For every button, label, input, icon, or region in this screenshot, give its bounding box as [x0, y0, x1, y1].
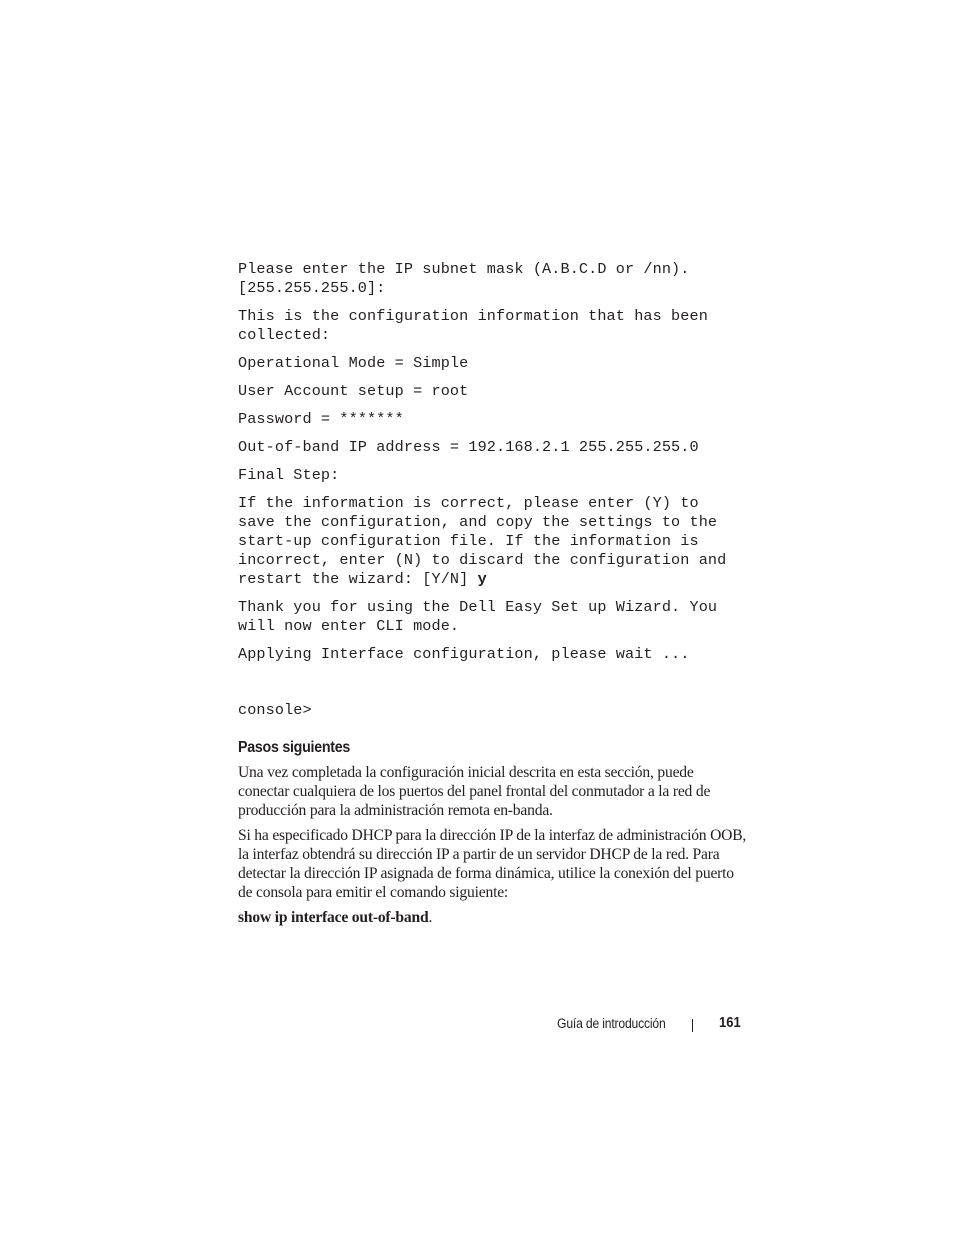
page-number: 161	[719, 1015, 741, 1031]
console-line-password: Password = *******	[238, 410, 404, 428]
console-line-config-collected: This is the configuration information that has been collected:	[238, 307, 708, 344]
console-line-operational-mode: Operational Mode = Simple	[238, 354, 469, 372]
save-prompt-text: If the information is correct, please enter (Y) to save the configuration, and copy the settings to the start-up configuration file. If the information is incorrect, enter (N) to discard the configuration and restart the wizard: [Y/N]	[238, 494, 727, 588]
console-line-oob-ip: Out-of-band IP address = 192.168.2.1 255.255.255.0	[238, 438, 699, 456]
console-line-save-prompt	[238, 494, 748, 589]
console-line-final-step: Final Step:	[238, 466, 340, 484]
console-line-user-account: User Account setup = root	[238, 382, 469, 400]
console-line-applying: Applying Interface configuration, please wait ...	[238, 645, 690, 663]
main-content	[238, 260, 748, 927]
section-heading: Pasos siguientes	[238, 739, 351, 756]
paragraph-dhcp: Si ha especificado DHCP para la dirección IP de la interfaz de administración OOB, la interfaz obtendrá su dirección IP a partir de un servidor DHCP de la red. Para detectar la dirección IP asignada de forma dinámica, utilice la conexión del puerto de consola para emitir el comando siguiente:	[238, 827, 747, 901]
footer-title: Guía de introducción	[557, 1016, 666, 1031]
console-line-subnet-prompt: Please enter the IP subnet mask (A.B.C.D or /nn). [255.255.255.0]:	[238, 260, 690, 297]
command-line	[238, 908, 748, 927]
console-line-thank-you: Thank you for using the Dell Easy Set up Wizard. You will now enter CLI mode.	[238, 598, 718, 635]
paragraph-next-steps: Una vez completada la configuración inicial descrita en esta sección, puede conectar cualquiera de los puertos del panel frontal del conmutador a la red de producción para la administración remota en-banda.	[238, 764, 711, 819]
page-footer	[0, 1014, 954, 1034]
user-input-answer: y	[477, 570, 487, 588]
console-prompt: console>	[238, 701, 312, 719]
command-suffix: .	[428, 909, 433, 926]
command-text: show ip interface out-of-band	[238, 909, 429, 926]
footer-separator	[692, 1019, 693, 1032]
